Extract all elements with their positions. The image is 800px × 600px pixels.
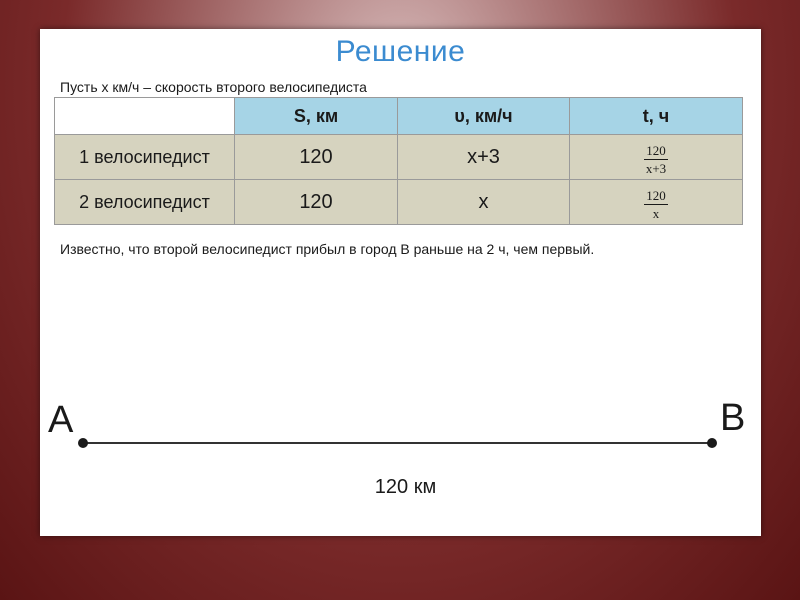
cell-distance: 120 — [235, 180, 398, 225]
row-label-cyclist-2: 2 велосипедист — [55, 180, 235, 225]
known-statement: Известно, что второй велосипедист прибыл в город В раньше на 2 ч, чем первый. — [60, 241, 595, 257]
route-line — [83, 442, 712, 444]
point-a-dot — [78, 438, 88, 448]
intro-text: Пусть х км/ч – скорость второго велосипедиста — [60, 79, 367, 95]
fraction-numerator: 120 — [646, 188, 666, 203]
table-row — [55, 135, 743, 180]
time-fraction — [644, 143, 668, 176]
slide-title: Решение — [335, 35, 466, 68]
fraction-numerator: 120 — [646, 143, 666, 158]
data-table — [54, 97, 743, 225]
distance-label: 120 км — [374, 476, 437, 498]
slide — [40, 29, 761, 536]
header-blank — [55, 98, 235, 135]
cell-speed: х+3 — [398, 135, 570, 180]
cell-speed: х — [398, 180, 570, 225]
header-speed: υ, км/ч — [398, 98, 570, 135]
fraction-denominator: x+3 — [645, 161, 667, 176]
header-distance: S, км — [235, 98, 398, 135]
time-fraction — [644, 188, 668, 221]
table-header-row — [55, 98, 743, 135]
point-b-label: B — [720, 397, 746, 439]
row-label-cyclist-1: 1 велосипедист — [55, 135, 235, 180]
cell-distance: 120 — [235, 135, 398, 180]
table-row — [55, 180, 743, 225]
point-b-dot — [707, 438, 717, 448]
fraction-denominator: x — [652, 206, 660, 221]
cell-time — [570, 135, 743, 180]
point-a-label: A — [48, 399, 74, 441]
header-time: t, ч — [570, 98, 743, 135]
cell-time — [570, 180, 743, 225]
